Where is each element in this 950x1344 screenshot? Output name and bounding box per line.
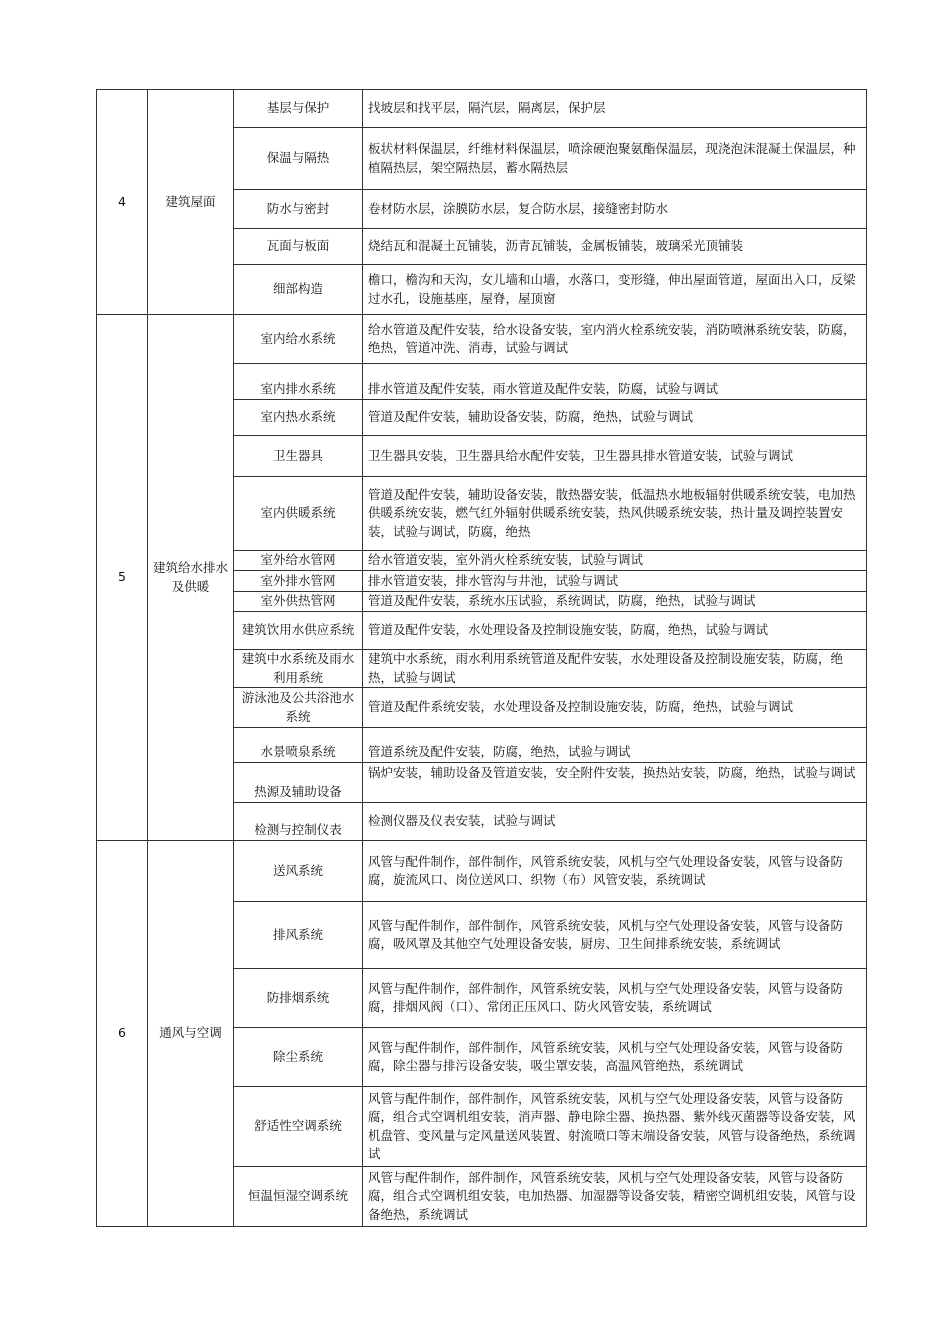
- subitem-list: 管道及配件安装，系统水压试验，系统调试，防腐，绝热，试验与调试: [363, 592, 867, 612]
- subdivision-name: 卫生器具: [234, 436, 363, 477]
- subdivision-name: 室外排水管网: [234, 571, 363, 592]
- subdivision-name: 室外供热管网: [234, 592, 363, 612]
- subitem-list: 排水管道安装，排水管沟与井池，试验与调试: [363, 571, 867, 592]
- subdivision-name: 建筑饮用水供应系统: [234, 612, 363, 650]
- division-name: 建筑给水排水及供暖: [148, 315, 234, 841]
- subitem-list: 风管与配件制作，部件制作，风管系统安装，风机与空气处理设备安装，风管与设备防腐，组合式空调机组安装，电加热器、加湿器等设备安装，精密空调机组安装，风管与设备绝热，系统调试: [363, 1167, 867, 1227]
- division-number: 4: [97, 90, 148, 315]
- subdivision-name: 舒适性空调系统: [234, 1087, 363, 1167]
- subitem-list: 给水管道安装，室外消火栓系统安装，试验与调试: [363, 551, 867, 571]
- subdivision-name: 细部构造: [234, 265, 363, 315]
- subitem-list: 风管与配件制作，部件制作，风管系统安装，风机与空气处理设备安装，风管与设备防腐，排烟风阀（口）、常闭正压风口、防火风管安装，系统调试: [363, 969, 867, 1028]
- subitem-list: 卷材防水层，涂膜防水层，复合防水层，接缝密封防水: [363, 190, 867, 229]
- subitem-list: 管道及配件系统安装，水处理设备及控制设施安装，防腐，绝热，试验与调试: [363, 688, 867, 728]
- division-name: 通风与空调: [148, 841, 234, 1227]
- subdivision-name: 室内给水系统: [234, 315, 363, 364]
- subitem-list: 风管与配件制作，部件制作，风管系统安装，风机与空气处理设备安装，风管与设备防腐，吸风罩及其他空气处理设备安装，厨房、卫生间排系统安装，系统调试: [363, 902, 867, 969]
- subitem-list: 卫生器具安装，卫生器具给水配件安装，卫生器具排水管道安装，试验与调试: [363, 436, 867, 477]
- subdivision-name: 排风系统: [234, 902, 363, 969]
- subdivision-name: 瓦面与板面: [234, 229, 363, 265]
- subdivision-name: 恒温恒湿空调系统: [234, 1167, 363, 1227]
- subdivision-name: 热源及辅助设备: [234, 763, 363, 803]
- subitem-list: 管道及配件安装，水处理设备及控制设施安装，防腐，绝热，试验与调试: [363, 612, 867, 650]
- subdivision-name: 基层与保护: [234, 90, 363, 128]
- subitem-list: 检测仪器及仪表安装，试验与调试: [363, 803, 867, 841]
- subitem-list: 烧结瓦和混凝土瓦铺装，沥青瓦铺装，金属板铺装，玻璃采光顶铺装: [363, 229, 867, 265]
- division-number: 6: [97, 841, 148, 1227]
- subitem-list: 排水管道及配件安装，雨水管道及配件安装，防腐，试验与调试: [363, 364, 867, 400]
- subdivision-name: 送风系统: [234, 841, 363, 902]
- subdivision-name: 水景喷泉系统: [234, 728, 363, 763]
- subitem-list: 管道及配件安装，辅助设备安装，防腐，绝热，试验与调试: [363, 400, 867, 436]
- subdivision-name: 保温与隔热: [234, 128, 363, 190]
- division-name: 建筑屋面: [148, 90, 234, 315]
- subitem-list: 找坡层和找平层，隔汽层，隔离层，保护层: [363, 90, 867, 128]
- subitem-list: 风管与配件制作，部件制作，风管系统安装，风机与空气处理设备安装，风管与设备防腐，旋流风口、岗位送风口、织物（布）风管安装，系统调试: [363, 841, 867, 902]
- table-row: [97, 315, 867, 364]
- subitem-list: 板状材料保温层，纤维材料保温层，喷涂硬泡聚氨酯保温层，现浇泡沫混凝土保温层，种植隔热层，架空隔热层，蓄水隔热层: [363, 128, 867, 190]
- subdivision-name: 防水与密封: [234, 190, 363, 229]
- subdivision-name: 室内热水系统: [234, 400, 363, 436]
- table-row: [97, 90, 867, 128]
- subdivision-name: 防排烟系统: [234, 969, 363, 1028]
- subitem-list: 檐口，檐沟和天沟，女儿墙和山墙，水落口，变形缝，伸出屋面管道，屋面出入口，反梁过水孔，设施基座，屋脊，屋顶窗: [363, 265, 867, 315]
- subdivision-name: 建筑中水系统及雨水利用系统: [234, 650, 363, 688]
- subitem-list: 管道系统及配件安装，防腐，绝热，试验与调试: [363, 728, 867, 763]
- division-number: 5: [97, 315, 148, 841]
- subitem-list: 管道及配件安装，辅助设备安装，散热器安装，低温热水地板辐射供暖系统安装，电加热供暖系统安装，燃气红外辐射供暖系统安装，热风供暖系统安装，热计量及调控装置安装，试验与调试，防腐，绝热: [363, 477, 867, 551]
- subitem-list: 给水管道及配件安装，给水设备安装，室内消火栓系统安装，消防喷淋系统安装，防腐，绝热，管道冲洗、消毒，试验与调试: [363, 315, 867, 364]
- subitem-list: 建筑中水系统，雨水利用系统管道及配件安装，水处理设备及控制设施安装，防腐，绝热，试验与调试: [363, 650, 867, 688]
- table-body: [97, 90, 867, 1227]
- subdivision-name: 游泳池及公共浴池水系统: [234, 688, 363, 728]
- table-row: [97, 841, 867, 902]
- division-table: [96, 89, 867, 1227]
- subdivision-name: 室内排水系统: [234, 364, 363, 400]
- subdivision-name: 检测与控制仪表: [234, 803, 363, 841]
- subitem-list: 风管与配件制作，部件制作，风管系统安装，风机与空气处理设备安装，风管与设备防腐，组合式空调机组安装，消声器、静电除尘器、换热器、紫外线灭菌器等设备安装，风机盘管、变风量与定风量送风装置、射流喷口等末端设备安装，风管与设备绝热，系统调试: [363, 1087, 867, 1167]
- subdivision-name: 室外给水管网: [234, 551, 363, 571]
- subitem-list: 锅炉安装，辅助设备及管道安装，安全附件安装，换热站安装，防腐，绝热，试验与调试: [363, 763, 867, 803]
- subdivision-name: 室内供暖系统: [234, 477, 363, 551]
- subdivision-name: 除尘系统: [234, 1028, 363, 1087]
- subitem-list: 风管与配件制作，部件制作，风管系统安装，风机与空气处理设备安装，风管与设备防腐，除尘器与排污设备安装，吸尘罩安装，高温风管绝热，系统调试: [363, 1028, 867, 1087]
